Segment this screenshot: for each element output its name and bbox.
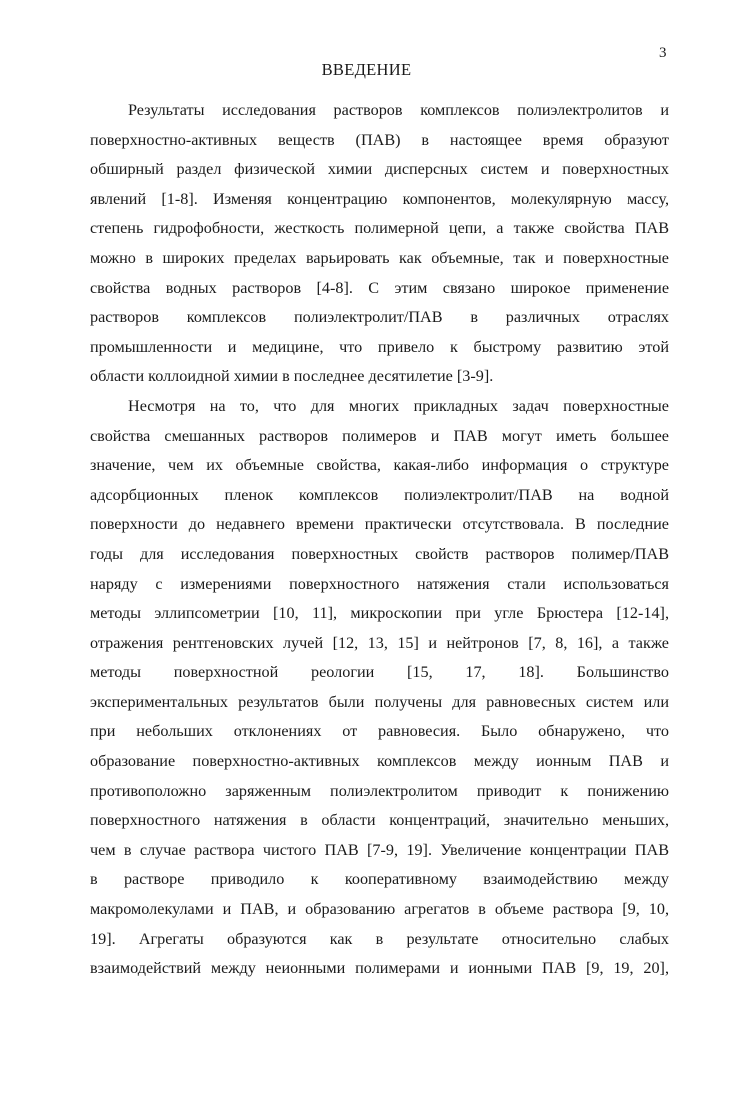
- text-line: промышленности и медицине, что привело к быстрому развитию этой: [90, 337, 669, 356]
- text-line: обширный раздел физической химии дисперсных систем и поверхностных: [90, 160, 669, 179]
- text-line: адсорбционных пленок комплексов полиэлектролит/ПАВ на водной: [90, 485, 669, 504]
- text-line: растворов комплексов полиэлектролит/ПАВ в различных отраслях: [90, 308, 669, 327]
- text-line: чем в случае раствора чистого ПАВ [7-9, 19]. Увеличение концентрации ПАВ: [90, 840, 669, 859]
- paragraph-1: [90, 96, 669, 392]
- text-line: явлений [1-8]. Изменяя концентрацию компонентов, молекулярную массу,: [90, 189, 669, 208]
- text-line: при небольших отклонениях от равновесия. Было обнаружено, что: [90, 722, 669, 741]
- text-line: Результаты исследования растворов комплексов полиэлектролитов и: [128, 101, 669, 119]
- page-number: 3: [659, 45, 667, 61]
- text-line: отражения рентгеновских лучей [12, 13, 15] и нейтронов [7, 8, 16], а также: [90, 633, 669, 652]
- text-line: можно в широких пределах варьировать как объемные, так и поверхностные: [90, 248, 669, 267]
- text-line: значение, чем их объемные свойства, какая-либо информация о структуре: [90, 456, 669, 475]
- text-line: 19]. Агрегаты образуются как в результате относительно слабых: [90, 929, 669, 948]
- text-line: макромолекулами и ПАВ, и образованию агрегатов в объеме раствора [9, 10,: [90, 900, 669, 919]
- text-line: в растворе приводило к кооперативному взаимодействию между: [90, 870, 669, 889]
- text-line: поверхностно-активных веществ (ПАВ) в настоящее время образуют: [90, 130, 669, 149]
- text-line: области коллоидной химии в последнее десятилетие [3-9].: [90, 367, 494, 386]
- text-line: образование поверхностно-активных комплексов между ионным ПАВ и: [90, 752, 669, 771]
- text-line: наряду с измерениями поверхностного натяжения стали использоваться: [90, 574, 669, 593]
- text-line: методы эллипсометрии [10, 11], микроскопии при угле Брюстера [12-14],: [90, 604, 669, 623]
- body-text: [90, 96, 669, 984]
- text-line: противоположно заряженным полиэлектролитом приводит к понижению: [90, 781, 669, 800]
- section-heading: ВВЕДЕНИЕ: [321, 60, 412, 79]
- text-line: поверхности до недавнего времени практически отсутствовала. В последние: [90, 515, 669, 534]
- text-line: взаимодействий между неионными полимерами и ионными ПАВ [9, 19, 20],: [90, 959, 669, 978]
- text-line: методы поверхностной реологии [15, 17, 18]. Большинство: [90, 663, 669, 682]
- text-line: поверхностного натяжения в области концентраций, значительно меньших,: [90, 811, 669, 830]
- paragraph-2: [90, 392, 669, 984]
- text-line: свойства водных растворов [4-8]. С этим связано широкое применение: [90, 278, 669, 297]
- text-line: годы для исследования поверхностных свойств растворов полимер/ПАВ: [90, 544, 669, 563]
- text-line: Несмотря на то, что для многих прикладных задач поверхностные: [128, 396, 669, 415]
- text-line: свойства смешанных растворов полимеров и ПАВ могут иметь большее: [90, 426, 669, 445]
- text-line: степень гидрофобности, жесткость полимерной цепи, а также свойства ПАВ: [90, 219, 669, 238]
- text-line: экспериментальных результатов были получены для равновесных систем или: [90, 692, 669, 711]
